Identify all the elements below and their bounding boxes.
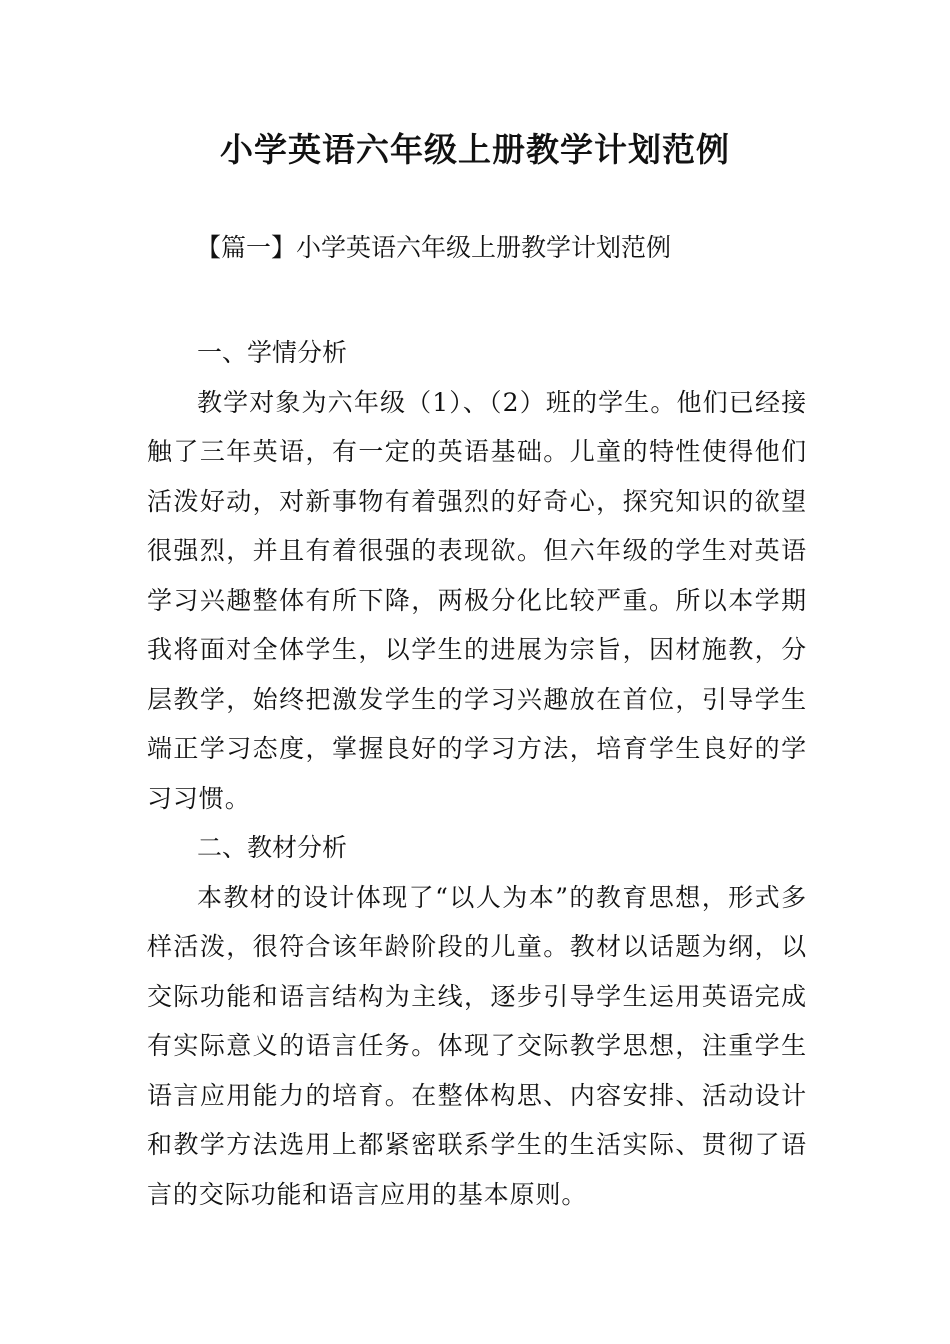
section-heading-analysis-of-students: 一、学情分析 (197, 338, 348, 367)
document-title: 小学英语六年级上册教学计划范例 (220, 130, 730, 169)
paragraph-analysis-of-students: 教学对象为六年级（1）、（2）班的学生。他们已经接触了三年英语，有一定的英语基础。儿童的特性使得他们活泼好动，对新事物有着强烈的好奇心，探究知识的欲望很强烈，并且有着很强的表现欲。但六年级的学生对英语学习兴趣整体有所下降，两极分化比较严重。所以本学期我将面对全体学生，以学生的进展为宗旨，因材施教，分层教学，始终把激发学生的学习兴趣放在首位，引导学生端正学习态度，掌握良好的学习方法，培育学生良好的学习习惯。 (147, 387, 807, 813)
paragraph-analysis-of-textbook: 本教材的设计体现了“以人为本”的教育思想，形式多样活泼，很符合该年龄阶段的儿童。教材以话题为纲，以交际功能和语言结构为主线，逐步引导学生运用英语完成有实际意义的语言任务。体现了交际教学思想，注重学生语言应用能力的培育。在整体构思、内容安排、活动设计和教学方法选用上都紧密联系学生的生活实际、贯彻了语言的交际功能和语言应用的基本原则。 (147, 882, 807, 1209)
section-heading-analysis-of-textbook: 二、教材分析 (197, 833, 348, 862)
document-body (147, 328, 807, 1219)
section-subtitle: 【篇一】小学英语六年级上册教学计划范例 (196, 233, 672, 262)
